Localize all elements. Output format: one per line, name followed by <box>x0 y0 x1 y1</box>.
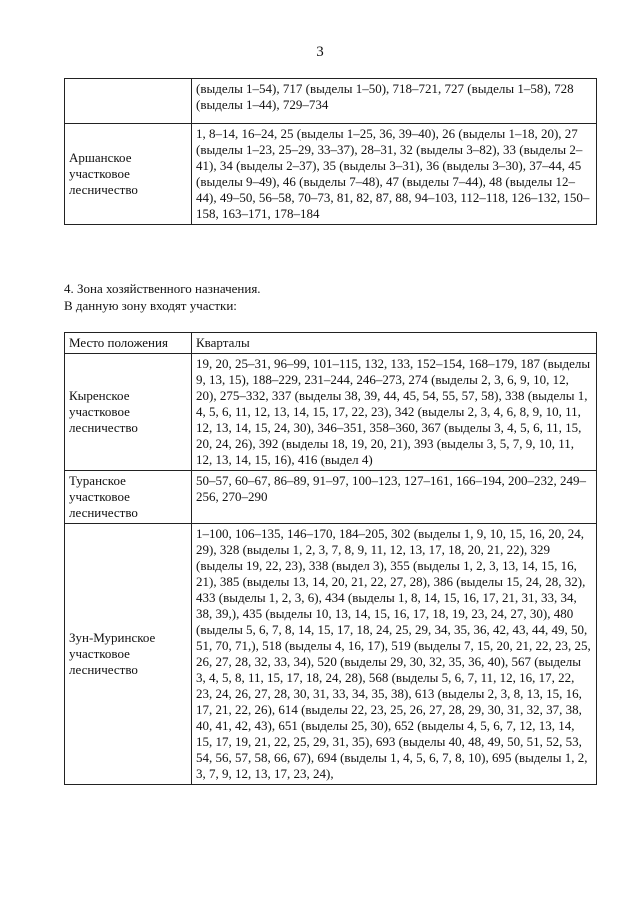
section-heading: 4. Зона хозяйственного назначения. <box>64 281 261 296</box>
section-intro: В данную зону входят участки: <box>64 298 237 313</box>
table-row <box>65 524 597 785</box>
location-cell <box>65 79 192 124</box>
quarters-cell: 1, 8–14, 16–24, 25 (выделы 1–25, 36, 39–40), 26 (выделы 1–18, 20), 27 (выделы 1–23, 25–29, 33–37), 28–31, 32 (выделы 3–82), 33 (выделы 2–41), 34 (выделы 2–37), 35 (выделы 3–31), 36 (выделы 3–30), 37–44, 45 (выделы 9–49), 46 (выделы 7–48), 47 (выделы 7–44), 48 (выделы 12–44), 49–50, 56–58, 70–73, 81, 82, 87, 88, 94–103, 112–118, 126–132, 150–158, 163–171, 178–184 <box>192 124 597 225</box>
table-header-row <box>65 333 597 354</box>
table-row <box>65 471 597 524</box>
quarters-cell: 19, 20, 25–31, 96–99, 101–115, 132, 133, 152–154, 168–179, 187 (выделы 9, 13, 15), 188–229, 231–244, 246–273, 274 (выделы 2, 3, 6, 9, 10, 12, 20), 275–332, 337 (выделы 38, 39, 44, 45, 54, 55, 57, 58), 338 (выделы 1, 4, 5, 6, 11, 12, 13, 14, 15, 17, 22, 23), 342 (выделы 2, 3, 4, 6, 8, 9, 10, 11, 12, 13, 14, 15, 24, 30), 346–351, 358–360, 367 (выделы 3, 4, 5, 6, 11, 15, 20, 24, 26), 392 (выделы 18, 19, 20, 21), 393 (выделы 3, 5, 7, 9, 10, 11, 12, 13, 14, 15, 16), 416 (выдел 4) <box>192 354 597 471</box>
table-row <box>65 124 597 225</box>
page-number: 3 <box>316 44 324 60</box>
quarters-cell: 1–100, 106–135, 146–170, 184–205, 302 (выделы 1, 9, 10, 15, 16, 20, 24, 29), 328 (выделы 1, 2, 3, 7, 8, 9, 11, 12, 13, 17, 18, 20, 21, 22), 329 (выделы 19, 22, 23), 338 (выдел 3), 355 (выделы 1, 2, 3, 13, 14, 15, 16, 21), 385 (выделы 13, 14, 20, 21, 22, 27, 28), 386 (выделы 15, 24, 28, 32), 433 (выделы 1, 2, 3, 6), 434 (выделы 1, 8, 14, 15, 16, 17, 21, 31, 33, 34, 38, 39,), 435 (выделы 10, 13, 14, 15, 16, 17, 18, 19, 23, 24, 27, 30), 480 (выделы 5, 6, 7, 8, 14, 15, 17, 18, 24, 25, 29, 34, 35, 36, 42, 43, 44, 49, 50, 51, 70, 71,), 518 (выделы 4, 16, 17), 519 (выделы 7, 15, 20, 21, 22, 23, 25, 26, 27, 28, 32, 33, 34), 520 (выделы 29, 30, 32, 35, 36, 40), 567 (выделы 3, 4, 5, 8, 11, 15, 17, 18, 24, 28), 568 (выделы 5, 6, 7, 11, 12, 16, 17, 22, 23, 24, 26, 27, 28, 30, 31, 33, 34, 35, 38), 613 (выделы 2, 3, 8, 13, 15, 16, 17, 21, 22, 26), 614 (выделы 22, 23, 25, 26, 27, 28, 29, 30, 31, 32, 37, 38, 40, 41, 42, 43), 651 (выделы 25, 30), 652 (выделы 4, 5, 6, 7, 12, 13, 14, 15, 17, 19, 21, 22, 25, 29, 31, 35), 693 (выделы 40, 48, 49, 50, 51, 52, 53, 54, 56, 57, 58, 66, 67), 694 (выделы 1, 4, 5, 6, 7, 8, 10), 695 (выделы 1, 2, 3, 7, 9, 12, 13, 17, 23, 24), <box>192 524 597 785</box>
location-cell: Аршанское участковое лесничество <box>65 124 192 225</box>
quarters-cell: 50–57, 60–67, 86–89, 91–97, 100–123, 127–161, 166–194, 200–232, 249–256, 270–290 <box>192 471 597 524</box>
table-row <box>65 79 597 124</box>
location-cell: Кыренское участковое лесничество <box>65 354 192 471</box>
location-cell: Зун-Муринское участковое лесничество <box>65 524 192 785</box>
column-header-location: Место положения <box>65 333 192 354</box>
quarters-cell: (выделы 1–54), 717 (выделы 1–50), 718–721, 727 (выделы 1–58), 728 (выделы 1–44), 729–734 <box>192 79 597 124</box>
location-cell: Туранское участковое лесничество <box>65 471 192 524</box>
zone-continuation-table <box>64 78 597 225</box>
economic-zone-table <box>64 332 597 785</box>
table-row <box>65 354 597 471</box>
column-header-quarters: Кварталы <box>192 333 597 354</box>
